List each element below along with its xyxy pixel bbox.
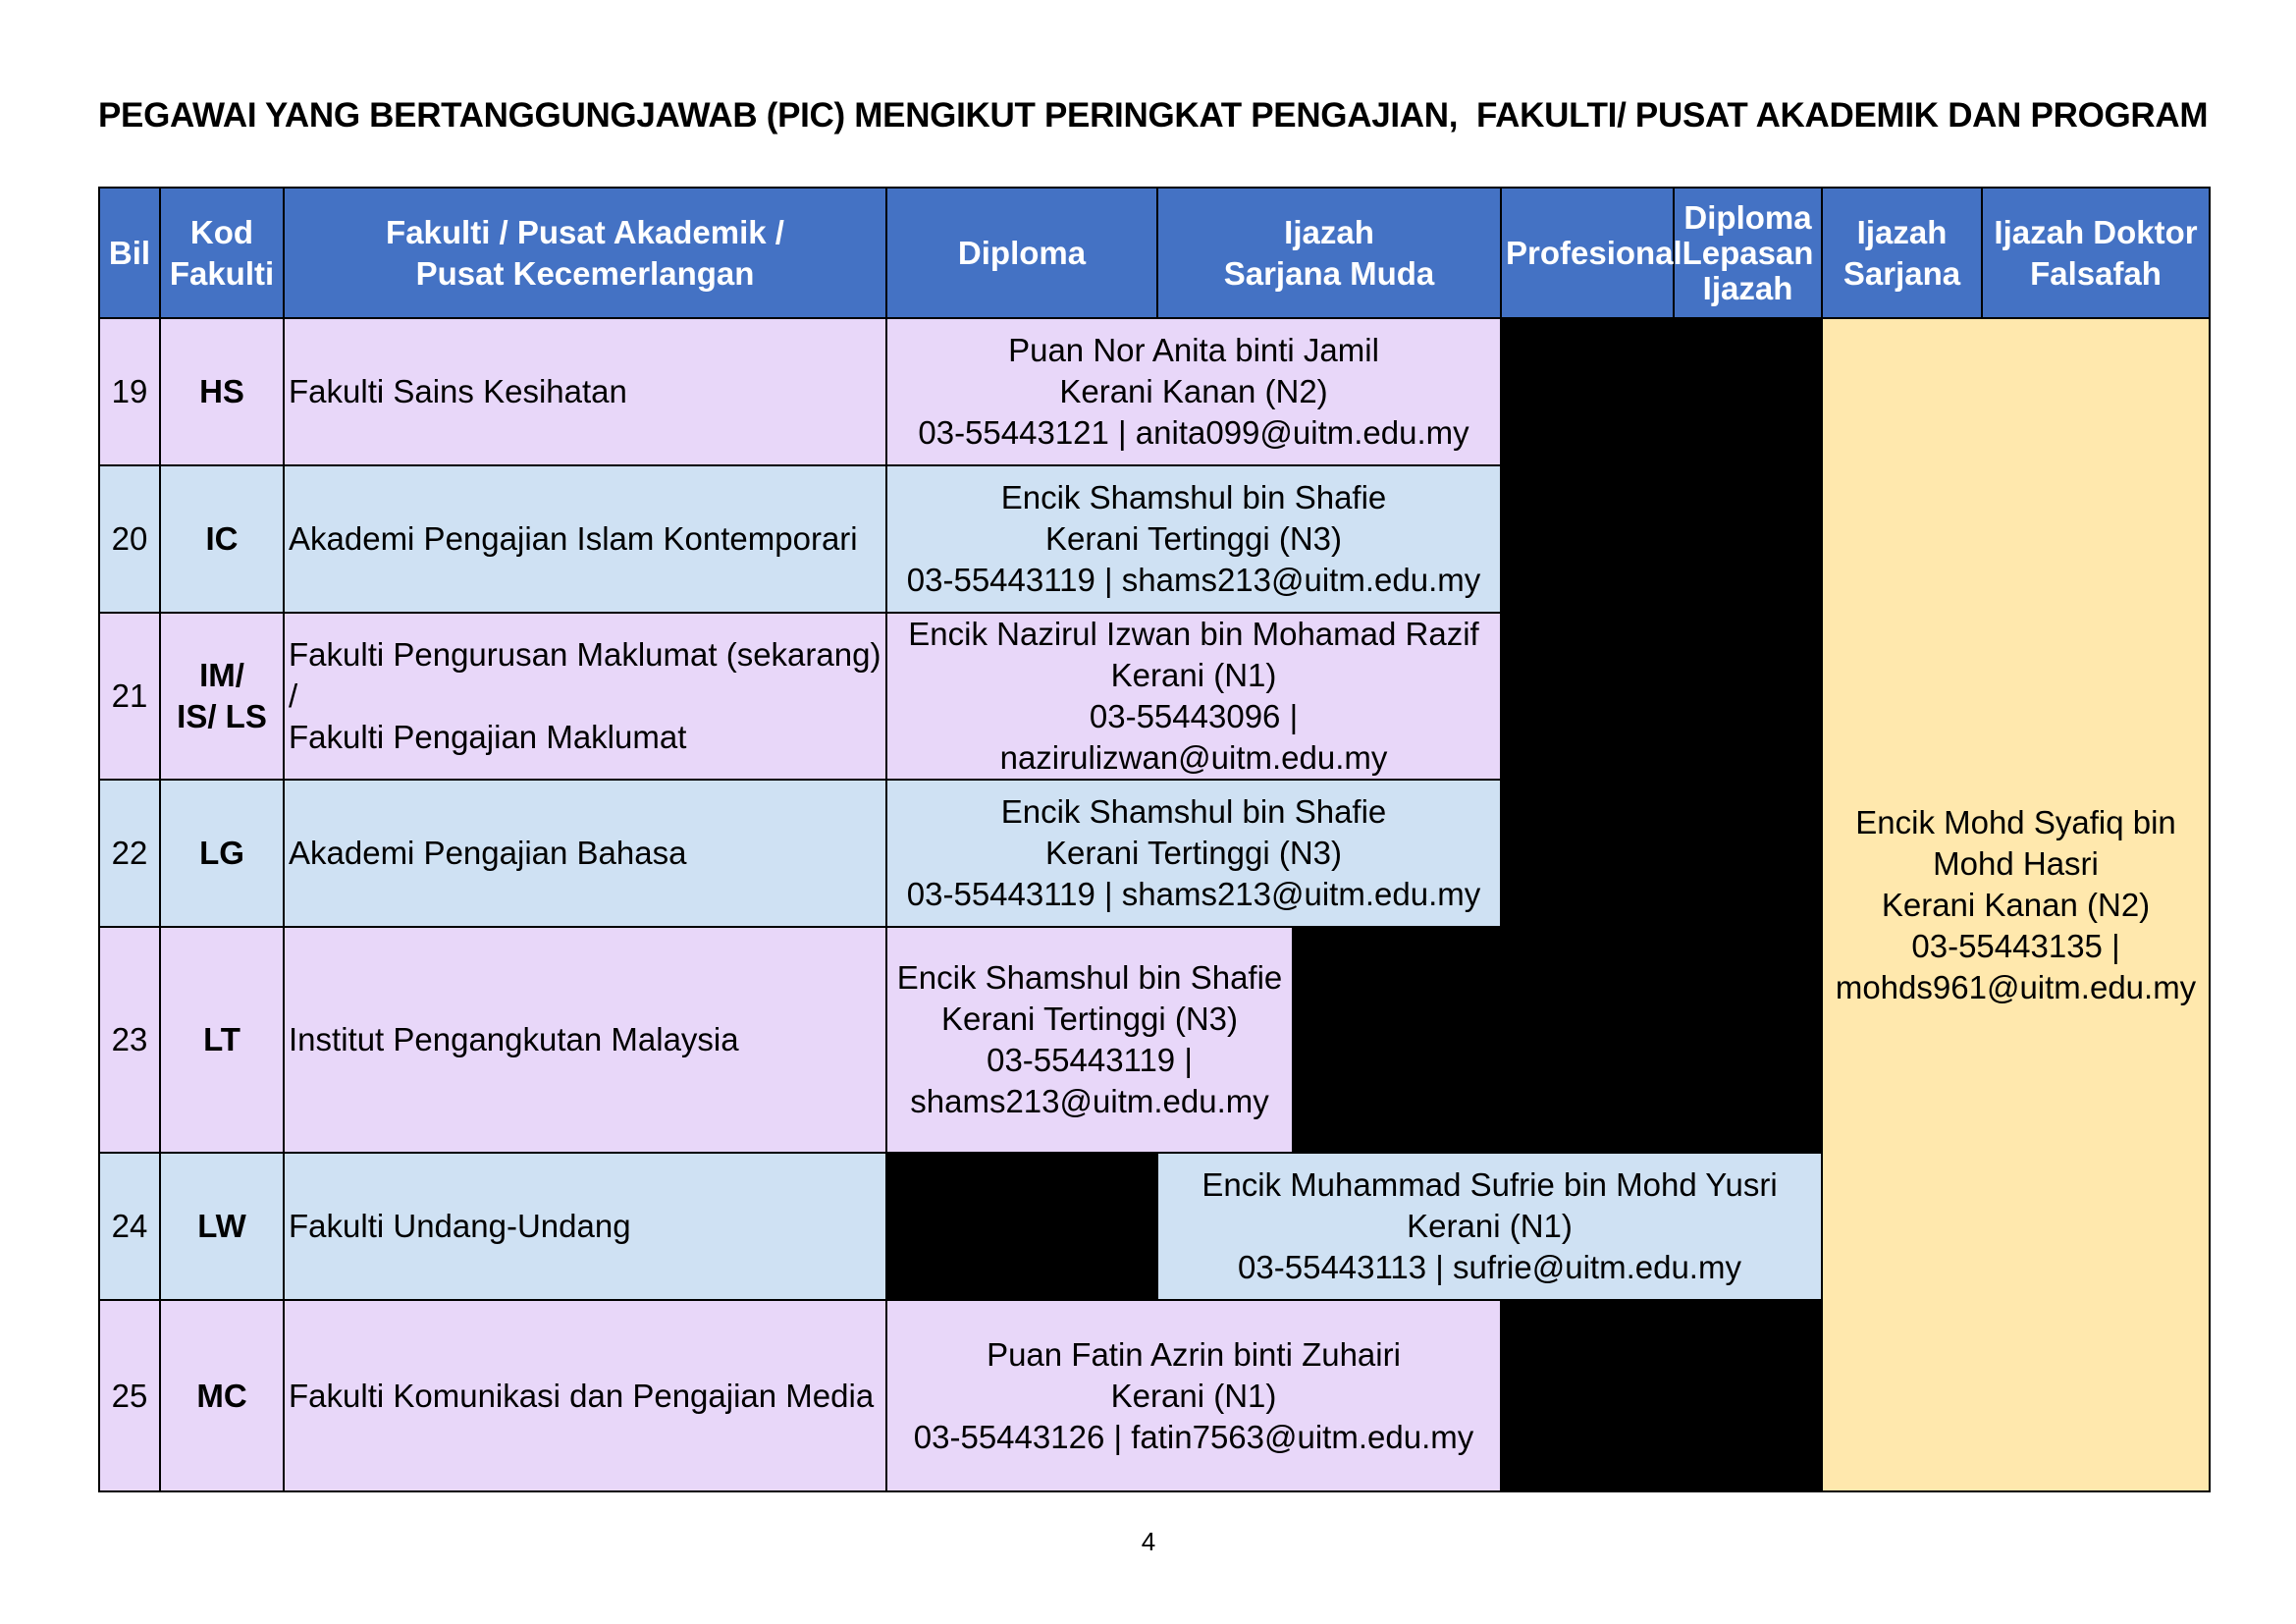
pic-cell: Encik Muhammad Sufrie bin Mohd Yusri Kerani (N1) 03-55443113 | sufrie@uitm.edu.my xyxy=(1157,1153,1822,1300)
kod-cell: HS xyxy=(160,318,284,465)
fakulti-cell: Institut Pengangkutan Malaysia xyxy=(284,927,886,1153)
blank-cell xyxy=(1293,927,1822,1153)
bil-cell: 23 xyxy=(99,927,160,1153)
bil-cell: 22 xyxy=(99,780,160,927)
kod-cell: LT xyxy=(160,927,284,1153)
bil-cell: 19 xyxy=(99,318,160,465)
pic-cell: Puan Nor Anita binti Jamil Kerani Kanan (N2) 03-55443121 | anita099@uitm.edu.my xyxy=(886,318,1501,465)
header-profesional: Profesional xyxy=(1501,188,1674,318)
kod-cell: IC xyxy=(160,465,284,613)
fakulti-cell: Fakulti Komunikasi dan Pengajian Media xyxy=(284,1300,886,1491)
header-ijazah-sarjana-muda: Ijazah Sarjana Muda xyxy=(1157,188,1501,318)
kod-cell: LW xyxy=(160,1153,284,1300)
fakulti-cell: Akademi Pengajian Islam Kontemporari xyxy=(284,465,886,613)
blank-cell xyxy=(886,1153,1157,1300)
header-fakulti: Fakulti / Pusat Akademik / Pusat Kecemerlangan xyxy=(284,188,886,318)
pic-cell: Encik Shamshul bin Shafie Kerani Tertinggi (N3) 03-55443119 | shams213@uitm.edu.my xyxy=(886,780,1501,927)
pic-cell: Encik Nazirul Izwan bin Mohamad Razif Kerani (N1) 03-55443096 | nazirulizwan@uitm.edu.my xyxy=(886,613,1501,780)
fakulti-cell: Fakulti Pengurusan Maklumat (sekarang) / Fakulti Pengajian Maklumat xyxy=(284,613,886,780)
pic-cell: Puan Fatin Azrin binti Zuhairi Kerani (N1) 03-55443126 | fatin7563@uitm.edu.my xyxy=(886,1300,1501,1491)
header-row xyxy=(99,188,2210,318)
fakulti-cell: Akademi Pengajian Bahasa xyxy=(284,780,886,927)
header-ijazah-sarjana: Ijazah Sarjana xyxy=(1822,188,1982,318)
kod-cell: LG xyxy=(160,780,284,927)
header-bil: Bil xyxy=(99,188,160,318)
header-kod-fakulti: Kod Fakulti xyxy=(160,188,284,318)
blank-cell xyxy=(1501,318,1822,927)
page-title: PEGAWAI YANG BERTANGGUNGJAWAB (PIC) MENGIKUT PERINGKAT PENGAJIAN, FAKULTI/ PUSAT AKADEMIK DAN PROGRAM xyxy=(98,96,2209,135)
bil-cell: 24 xyxy=(99,1153,160,1300)
bil-cell: 25 xyxy=(99,1300,160,1491)
header-diploma: Diploma xyxy=(886,188,1157,318)
pic-cell: Encik Shamshul bin Shafie Kerani Tertinggi (N3) 03-55443119 | shams213@uitm.edu.my xyxy=(886,465,1501,613)
pic-cell: Encik Shamshul bin Shafie Kerani Tertinggi (N3) 03-55443119 | shams213@uitm.edu.my xyxy=(886,927,1293,1153)
bil-cell: 20 xyxy=(99,465,160,613)
fakulti-cell: Fakulti Sains Kesihatan xyxy=(284,318,886,465)
header-diploma-lepasan-ijazah: Diploma Lepasan Ijazah xyxy=(1674,188,1822,318)
page-number: 4 xyxy=(1141,1527,1156,1556)
kod-cell: MC xyxy=(160,1300,284,1491)
pic-table xyxy=(98,187,2211,1492)
header-ijazah-doktor-falsafah: Ijazah Doktor Falsafah xyxy=(1982,188,2210,318)
table-row xyxy=(99,318,2210,465)
fakulti-cell: Fakulti Undang-Undang xyxy=(284,1153,886,1300)
bil-cell: 21 xyxy=(99,613,160,780)
blank-cell xyxy=(1501,1300,1822,1491)
kod-cell: IM/ IS/ LS xyxy=(160,613,284,780)
postgrad-pic-cell: Encik Mohd Syafiq bin Mohd Hasri Kerani Kanan (N2) 03-55443135 | mohds961@uitm.edu.my xyxy=(1822,318,2210,1491)
